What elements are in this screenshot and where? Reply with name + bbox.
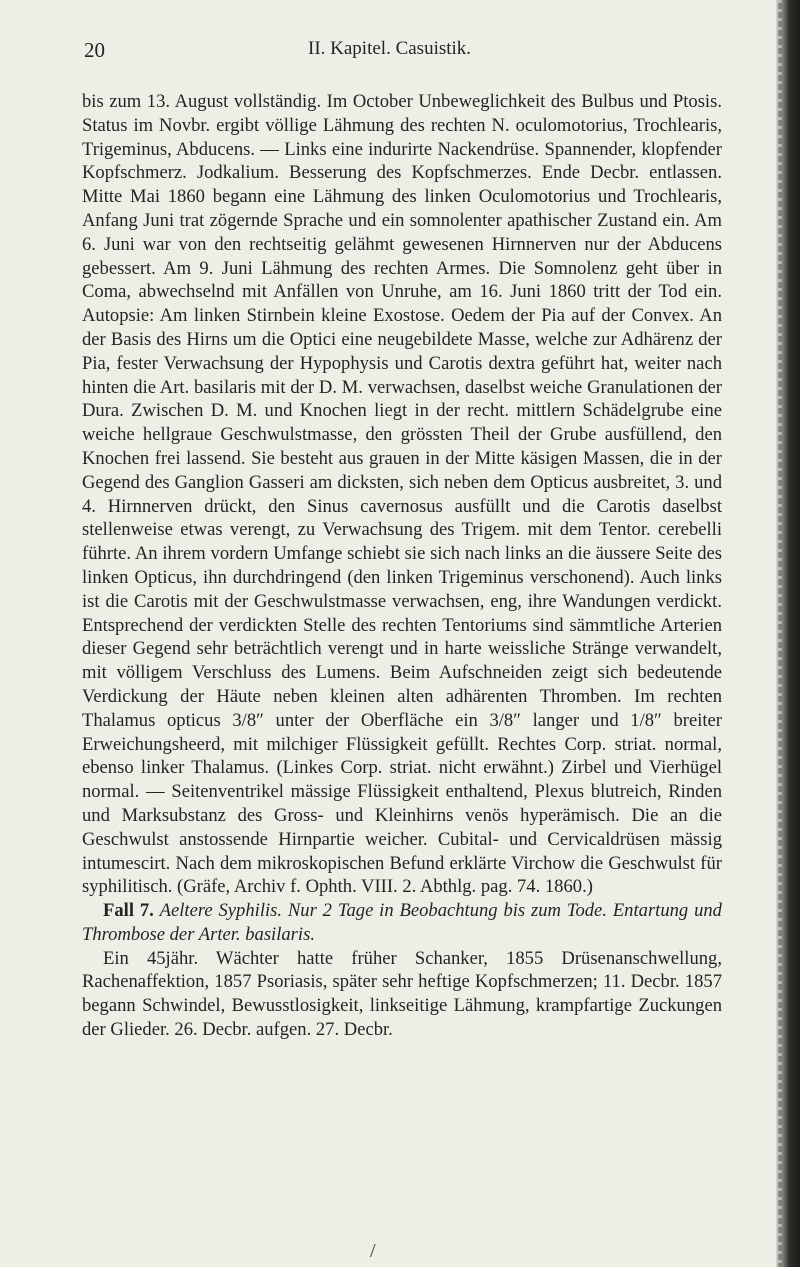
case-7-body: Ein 45jähr. Wächter hatte früher Schanker, 1855 Drüsenanschwellung, Rachenaffektion, 1857 Psoriasis, später sehr heftige Kopfschmerzen; 11. Decbr. 1857 begann Schwindel, Bewusstlosigkeit, linkseitige Lähmung, krampfartige Zuckungen der Glieder. 26. Decbr. aufgen. 27. Decbr. — [82, 947, 722, 1041]
case-7-label: Fall 7. — [103, 900, 154, 922]
chapter-title: II. Kapitel. Casuistik. — [308, 38, 472, 59]
stray-pencil-mark: / — [370, 1240, 376, 1262]
page-number: 20 — [84, 38, 105, 62]
case-6-continuation: bis zum 13. August vollständig. Im October Unbeweglichkeit des Bulbus und Ptosis. Status im Novbr. ergibt völlige Lähmung des rechten N. oculomotorius, Trochlearis, Trigeminus, Abducens. — Links eine indurirte Nackendrüse. Spannender, klopfender Kopfschmerz. Jodkalium. Besserung des Kopfschmerzes. Ende Decbr. entlassen. Mitte Mai 1860 begann eine Lähmung des linken Oculomotorius und Trochlearis, Anfang Juni trat zögernde Sprache und ein somnolenter apathischer Zustand ein. Am 6. Juni war von den rechtseitig gelähmt gewesenen Hirnnerven nur der Abducens gebessert. Am 9. Juni Lähmung des rechten Armes. Die Somnolenz geht über in Coma, abwechselnd mit Anfällen von Unruhe, am 16. Juni 1860 tritt der Tod ein. Autopsie: Am linken Stirnbein kleine Exostose. Oedem der Pia auf der Convex. An der Basis des Hirns um die Optici eine neugebildete Masse, welche zur Adhärenz der Pia, fester Verwachsung der Hypophysis und Carotis dextra geführt hat, weiter nach hinten die Art. basilaris mit der D. M. verwachsen, daselbst weiche Granulationen der Dura. Zwischen D. M. und Knochen liegt in der recht. mittlern Schädelgrube eine weiche hellgraue Geschwulstmasse, den grössten Theil der Grube ausfüllend, den Knochen frei lassend. Sie besteht aus grauen in der Mitte käsigen Massen, die in der Gegend des Ganglion Gasseri am dicksten, sich neben dem Opticus ausbreitet, 3. und 4. Hirnnerven drückt, den Sinus cavernosus ausfüllt und die Carotis daselbst stellenweise etwas verengt, zu Verwachsung des Trigem. mit dem Tentor. cerebelli führte. An ihrem vordern Umfange schiebt sie sich nach links an die äussere Seite des linken Opticus, ihn durchdringend (den linken Trigeminus verschonend). Auch links ist die Carotis mit der Geschwulstmasse verwachsen, eng, ihre Wandungen verdickt. Entsprechend der verdickten Stelle des rechten Tentoriums sind sämmtliche Arterien dieser Gegend sehr beträchtlich verengt und in harte weissliche Stränge verwandelt, mit völligem Verschluss des Lumens. Beim Aufschneiden zeigt sich bedeutende Verdickung der Häute neben kleinen alten adhärenten Thromben. Im rechten Thalamus opticus 3/8″ unter der Oberfläche ein 3/8″ langer und 1/8″ breiter Erweichungsheerd, mit milchiger Flüssigkeit gefüllt. Rechtes Corp. striat. normal, ebenso linker Thalamus. (Linkes Corp. striat. nicht erwähnt.) Zirbel und Vierhügel normal. — Seitenventrikel mässige Flüssigkeit enthaltend, Plexus blutreich, Rinden und Marksubstanz des Gross- und Kleinhirns venös hyperämisch. Die an die Geschwulst anstossende Hirnpartie weicher. Cubital- und Cervicaldrüsen mässig intumescirt. Nach dem mikroskopischen Befund erklärte Virchow die Geschwulst für syphilitisch. (Gräfe, Archiv f. Ophth. VIII. 2. Abthlg. pag. 74. 1860.) — [82, 91, 722, 898]
body-text — [82, 90, 722, 1042]
case-7-heading: Aeltere Syphilis. Nur 2 Tage in Beobachtung bis zum Tode. Entartung und Thrombose der Arter. basilaris. — [82, 900, 722, 945]
running-head — [84, 36, 724, 66]
case-7-title — [82, 899, 722, 947]
page-edge-texture — [778, 0, 782, 1267]
